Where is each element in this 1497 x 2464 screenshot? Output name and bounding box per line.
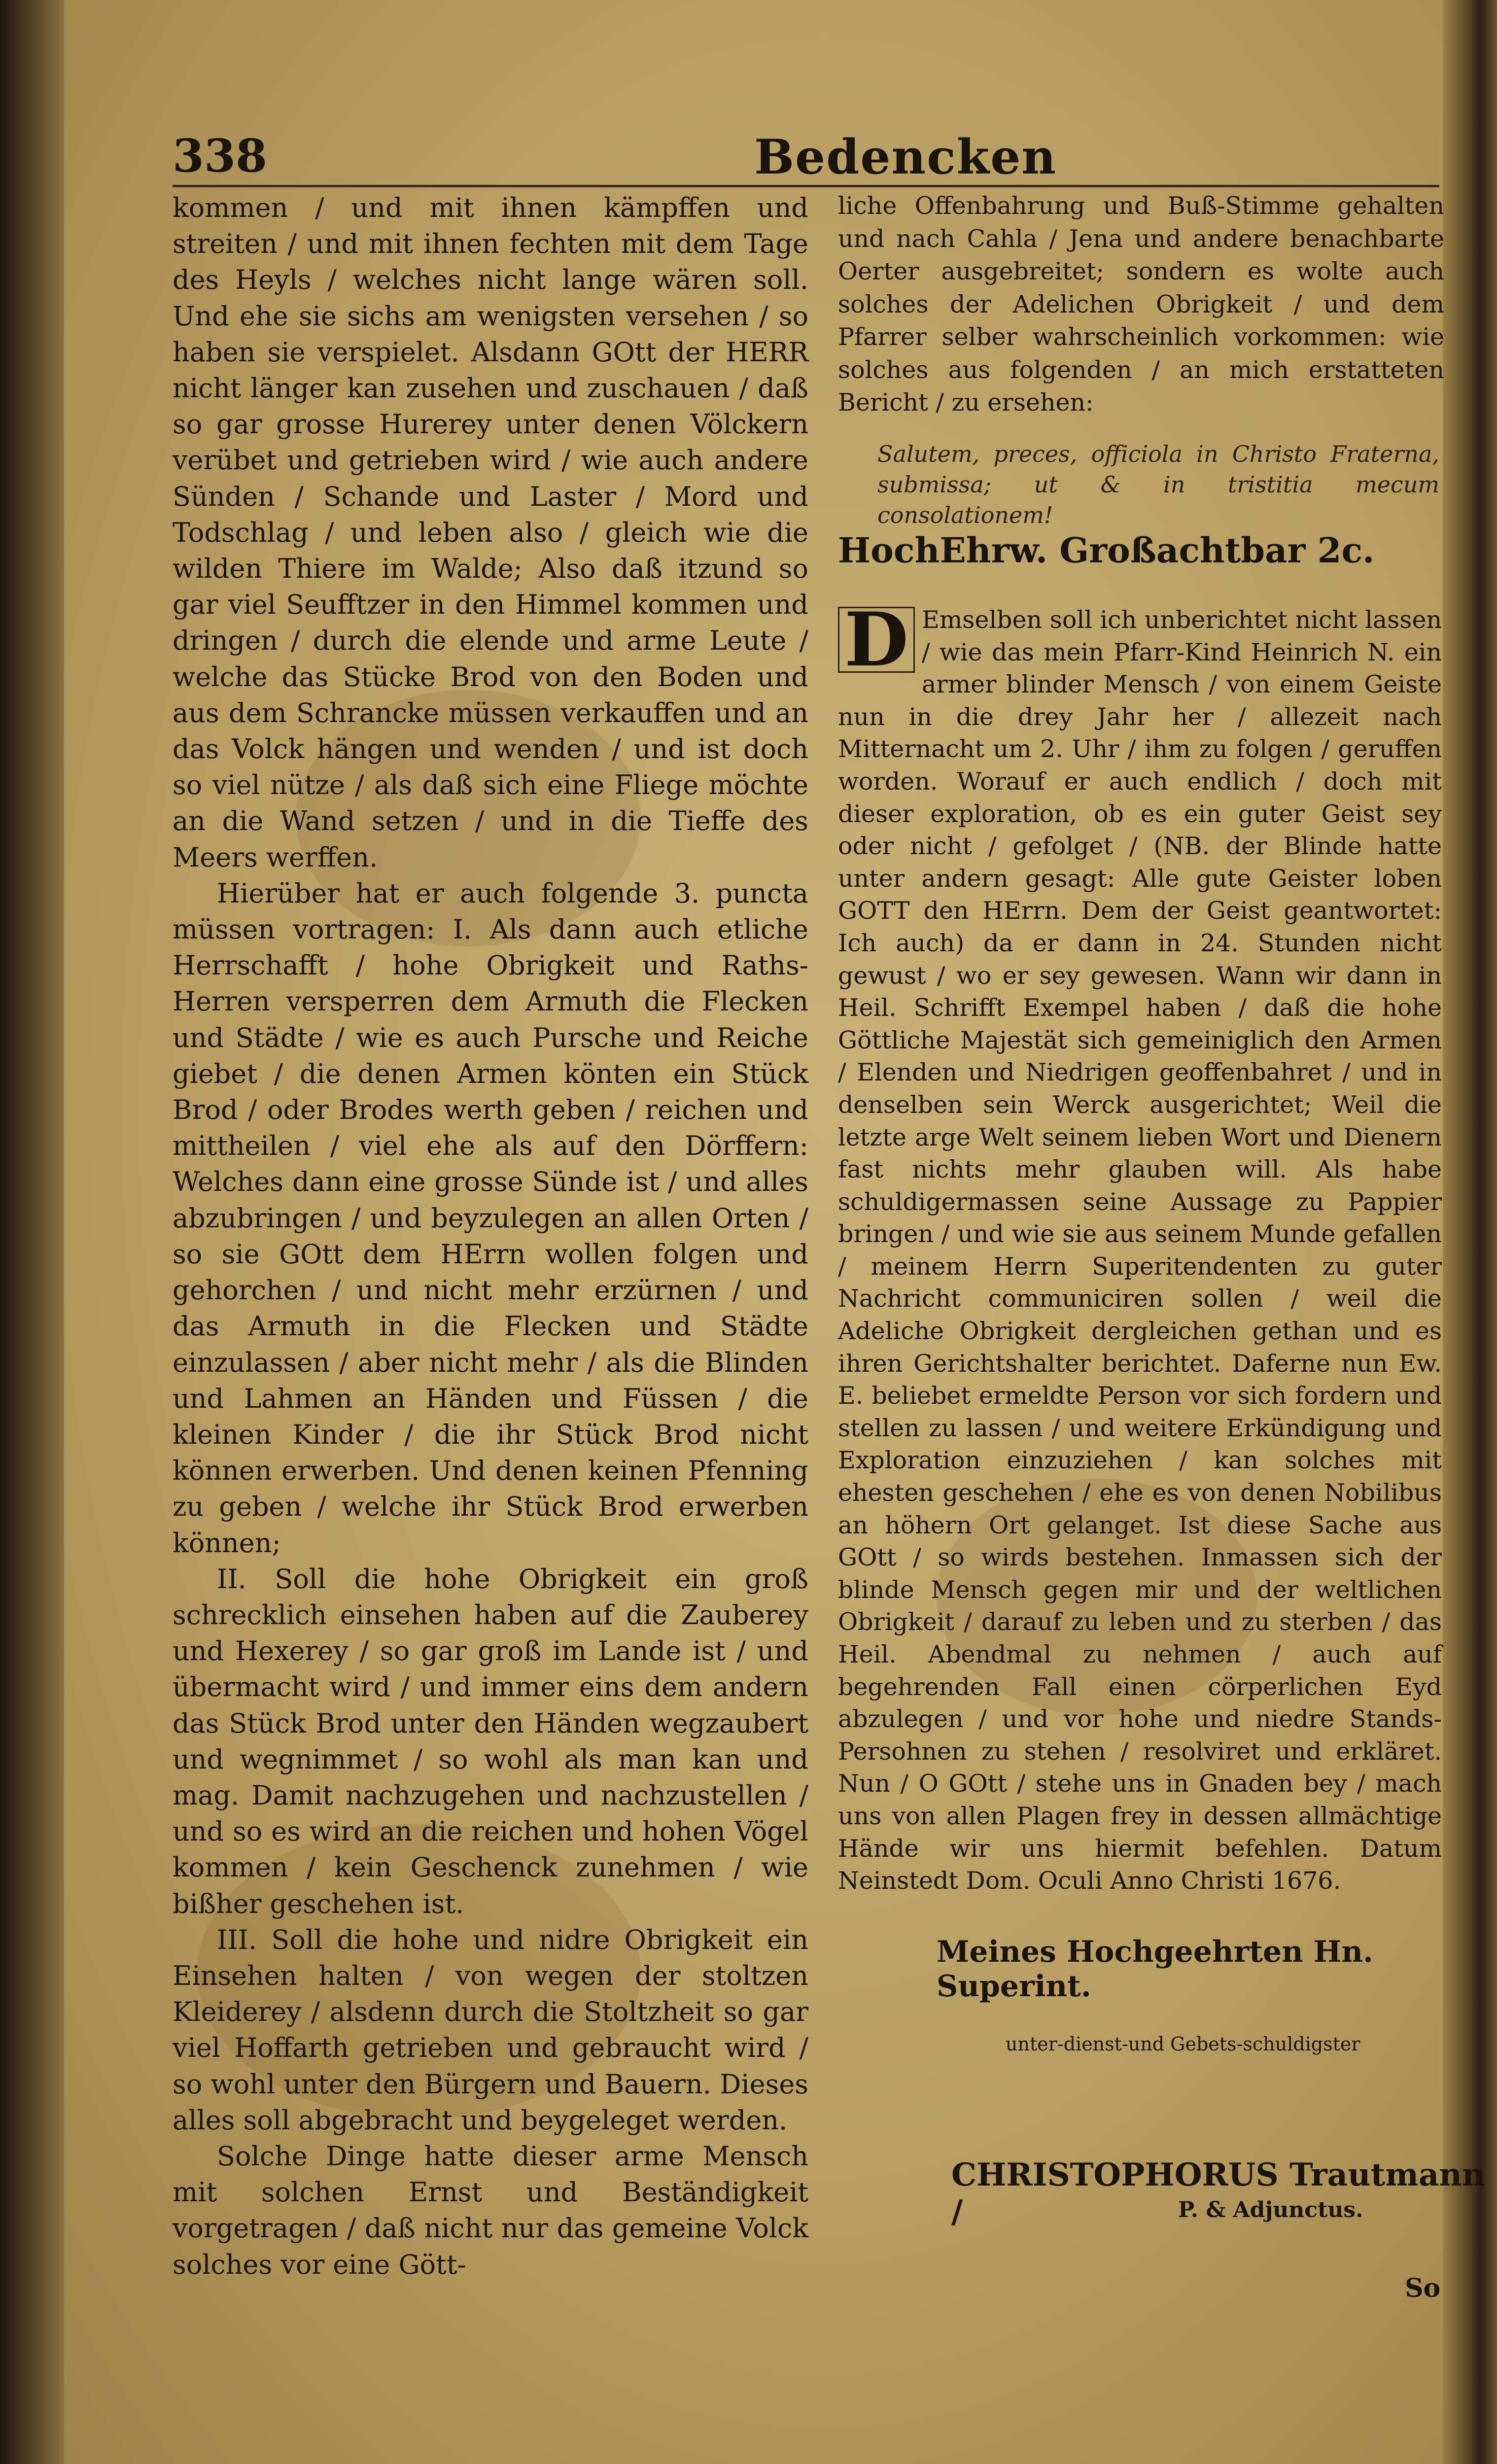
paragraph: Solche Dinge hatte dieser arme Mensch mit solchen Ernst und Beständigkeit vorgetragen / daß nicht nur das gemeine Volck solches vor eine Gött- [173, 2140, 808, 2280]
paragraph: Hierüber hat er auch folgende 3. puncta müssen vortragen: I. Als dann auch etliche Herrschafft / hohe Obrigkeit und Raths-Herren versperren dem Armuth die Flecken und Städte / wie es auch Pursche und Reiche giebet / die denen Armen könten ein Stück Brod / oder Brodes werth geben / reichen und mittheilen / viel ehe als auf den Dörffern: Welches dann eine grosse Sünde ist / und alles abzubringen / und beyzulegen an allen Orten / so sie GOtt dem HErrn wollen folgen und gehorchen / und nicht mehr erzürnen / und das Armuth in die Flecken und Städte einzulassen / aber nicht mehr / als die Blinden und Lahmen an Händen und Füssen / die kleinen Kinder / die ihr Stück Brod nicht können erwerben. Und denen keinen Pfenning zu geben / welche ihr Stück Brod erwerben können; [173, 877, 808, 1559]
header-rule [173, 185, 1439, 187]
paragraph: kommen / und mit ihnen kämpffen und streiten / und mit ihnen fechten mit dem Tage des Heyls / welches nicht lange wären soll. Und ehe sie sichs am wenigsten versehen / so haben sie verspielet. Alsdann GOtt der HERR nicht länger kan zusehen und zuschauen / daß so gar grosse Hurerey unter denen Völckern verübet und getrieben wird / wie auch andere Sünden / Schande und Laster / Mord und Todschlag / und leben also / gleich wie die wilden Thiere im Walde; Also daß itzund so gar viel Seufftzer in den Himmel kommen und dringen / durch die elende und arme Leute / welche das Stücke Brod von den Boden und aus dem Schrancke müssen verkauffen und an das Volck hängen und wenden / und ist doch so viel nütze / als daß sich eine Fliege möchte an die Wand setzen / und in die Tieffe des Meers werffen. [173, 192, 808, 873]
letter-text: Emselben soll ich unberichtet nicht lassen / wie das mein Pfarr-Kind Heinrich N. ein armer blinder Mensch / von einem Geiste nun in die drey Jahr her / allezeit nach Mitternacht um 2. Uhr / ihm zu folgen / geruffen worden. Worauf er auch endlich / doch mit dieser exploration, ob es ein guter Geist sey oder nicht / gefolget / (NB. der Blinde hatte unter andern gesagt: Alle gute Geister loben GOTT den HErrn. Dem der Geist geantwortet: Ich auch) da er dann in 24. Stunden nicht gewust / wo er sey gewesen. Wann wir dann in Heil. Schrifft Exempel haben / daß die hohe Göttliche Majestät sich gemeiniglich den Armen / Elenden und Niedrigen geoffenbahret / und in denselben sein Werck ausgerichtet; Weil die letzte arge Welt seinem lieben Wort und Dienern fast nichts mehr glauben will. Als habe schuldigermassen seine Aussage zu Pappier bringen / und wie sie aus seinem Munde gefallen / meinem Herrn Superitendenten zu guter Nachricht communiciren sollen / weil die Adeliche Obrigkeit dergleichen gethan und es ihren Gerichtshalter berichtet. Daferne nun Ew. E. beliebet ermeldte Person vor sich fordern und stellen zu lassen / und weitere Erkündigung und Exploration einzuziehen / kan solches mit ehesten geschehen / ehe es von denen Nobilibus an höhern Ort gelanget. Ist diese Sache aus GOtt / so wirds bestehen. Inmassen sich der blinde Mensch gegen mir und der weltlichen Obrigkeit / darauf zu leben und zu sterben / das Heil. Abendmal zu nehmen / auch auf begehrenden Fall einen cörperlichen Eyd abzulegen / und vor hohe und niedre Stands-Persohnen zu stehen / resolviret und erkläret. Nun / O GOtt / stehe uns in Gnaden bey / mach uns von allen Plagen frey in dessen allmächtige Hände wir uns hiermit befehlen. Datum Neinstedt Dom. Oculi Anno Christi 1676. [838, 606, 1442, 1895]
binding-gutter [0, 0, 64, 2464]
paragraph: liche Offenbahrung und Buß-Stimme gehalten und nach Cahla / Jena und andere benachbarte Oerter ausgebreitet; sondern es wolte auch solches der Adelichen Obrigkeit / und dem Pfarrer selber wahrscheinlich vorkommen: wie solches aus folgenden / an mich erstatteten Bericht / zu ersehen: [838, 192, 1444, 416]
catchword: So [1405, 2273, 1441, 2303]
page-number: 338 [173, 129, 268, 182]
letter-closing: Meines Hochgeehrten Hn. Superint. [937, 1935, 1373, 2004]
drop-cap: D [838, 607, 915, 673]
paragraph: II. Soll die hohe Obrigkeit ein groß schrecklich einsehen haben auf die Zauberey und Hexerey / so gar groß im Lande ist / und übermacht wird / und immer eins dem andern das Stück Brod unter den Händen wegzaubert und wegnimmet / so wohl als man kan und mag. Damit nachzugehen und nachzustellen / und so es wird an die reichen und hohen Vögel kommen / kein Geschenck zunehmen / wie bißher geschehen ist. [173, 1563, 808, 1919]
page-header [173, 129, 1444, 183]
letter-body [838, 596, 1442, 1897]
paragraph: III. Soll die hohe und nidre Obrigkeit ein Einsehen halten / von wegen der stoltzen Kleiderey / alsdenn durch die Stoltzheit so gar viel Hoffarth getrieben und gebraucht wird / so wohl unter den Bürgern und Bauern. Dieses alles soll abgebracht und beygeleget werden. [173, 1924, 808, 2136]
signature-title: P. & Adjunctus. [1178, 2197, 1363, 2222]
right-column-intro [838, 190, 1444, 419]
letter-salutation: HochEhrw. Großachtbar 2c. [838, 530, 1375, 571]
letter-subscript: unter-dienst-und Gebets-schuldigster [1006, 2033, 1360, 2055]
next-page-edge [1443, 0, 1497, 2464]
left-column [173, 190, 808, 2283]
latin-greeting: Salutem, preces, officiola in Christo Fraterna, submissa; ut & in tristitia mecum consolationem! [877, 441, 1439, 528]
running-head: Bedencken [754, 129, 1057, 185]
signature-name: CHRISTOPHORUS Trautmann / [951, 2156, 1485, 2230]
